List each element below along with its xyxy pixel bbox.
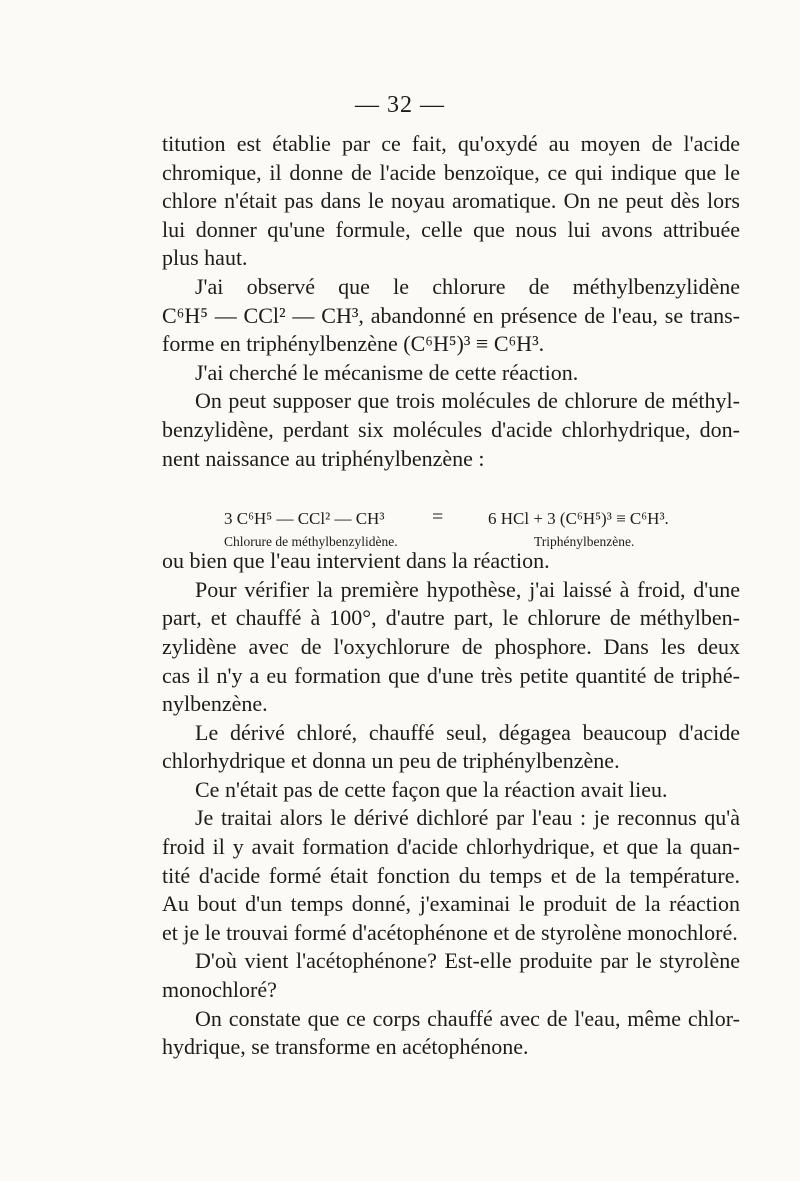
- text-line: forme en triphénylbenzène (C⁶H⁵)³ ≡ C⁶H³.: [162, 331, 545, 357]
- equation-reactants: 3 C⁶H⁵ — CCl² — CH³: [224, 509, 385, 529]
- text-line: J'ai observé que le chlorure de méthylbenzylidène: [195, 273, 740, 299]
- text-line: tité d'acide formé était fonction du temps et de la température.: [162, 862, 740, 888]
- text-line: Le dérivé chloré, chauffé seul, dégagea beaucoup d'acide: [195, 719, 740, 745]
- text-line: chlorhydrique et donna un peu de triphénylbenzène.: [162, 748, 620, 774]
- chemical-equation: [162, 479, 740, 550]
- text-line: On peut supposer que trois molécules de chlorure de méthyl-: [195, 388, 740, 414]
- equation-equals: =: [432, 506, 444, 529]
- text-line: Je traitai alors le dérivé dichloré par l'eau : je reconnus qu'à: [195, 805, 740, 831]
- text-line: chromique, il donne de l'acide benzoïque, ce qui indique que le: [162, 159, 740, 185]
- text-line: C⁶H⁵ — CCl² — CH³, abandonné en présence de l'eau, se trans-: [162, 302, 740, 328]
- text-line: benzylidène, perdant six molécules d'acide chlorhydrique, don-: [162, 416, 740, 442]
- text-line: monochloré?: [162, 977, 277, 1003]
- text-line: hydrique, se transforme en acétophénone.: [162, 1034, 529, 1060]
- text-line: et je le trouvai formé d'acétophénone et de styrolène monochloré.: [162, 919, 738, 945]
- page-number: — 32 —: [355, 92, 445, 118]
- text-line: froid il y avait formation d'acide chlorhydrique, et que la quan-: [162, 834, 740, 860]
- text-line: D'où vient l'acétophénone? Est-elle produite par le styrolène: [195, 948, 740, 974]
- text-line: lui donner qu'une formule, celle que nous lui avons attribuée: [162, 216, 740, 242]
- text-line: Pour vérifier la première hypothèse, j'ai laissé à froid, d'une: [195, 576, 740, 602]
- text-line: Ce n'était pas de cette façon que la réaction avait lieu.: [195, 776, 668, 802]
- text-line: cas il n'y a eu formation que d'une très petite quantité de triphé-: [162, 662, 740, 688]
- text-line: nent naissance au triphénylbenzène :: [162, 445, 485, 471]
- text-line: zylidène avec de l'oxychlorure de phosphore. Dans les deux: [162, 633, 740, 659]
- text-line: titution est établie par ce fait, qu'oxydé au moyen de l'acide: [162, 131, 740, 156]
- text-line: Au bout d'un temps donné, j'examinai le produit de la réaction: [162, 891, 740, 917]
- equation-products: 6 HCl + 3 (C⁶H⁵)³ ≡ C⁶H³.: [488, 509, 669, 529]
- text-line: J'ai cherché le mécanisme de cette réaction.: [195, 359, 579, 385]
- caption-reactant: Chlorure de méthylbenzylidène.: [224, 534, 398, 550]
- text-line: plus haut.: [162, 245, 248, 271]
- body-text: [162, 130, 740, 1062]
- text-line: On constate que ce corps chauffé avec de l'eau, même chlor-: [195, 1005, 740, 1031]
- text-line: part, et chauffé à 100°, d'autre part, le chlorure de méthylben-: [162, 605, 740, 631]
- text-line: chlore n'était pas dans le noyau aromatique. On ne peut dès lors: [162, 188, 740, 214]
- text-line: nylbenzène.: [162, 691, 268, 717]
- text-line: ou bien que l'eau intervient dans la réaction.: [162, 548, 550, 574]
- caption-product: Triphénylbenzène.: [534, 534, 635, 550]
